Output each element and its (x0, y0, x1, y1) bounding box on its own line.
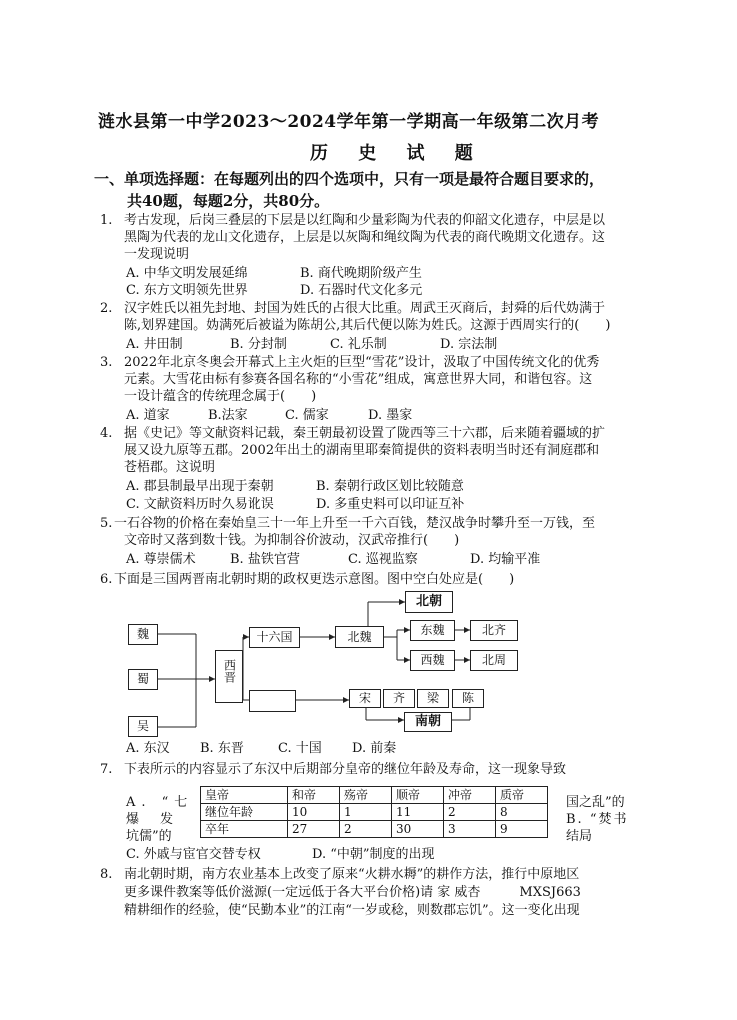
option-d[interactable]: D. 前秦 (352, 741, 397, 756)
question-text: 展又设九原等五郡。2002年出土的湖南里耶秦简提供的资料表明当时还有洞庭郡和 (124, 443, 600, 458)
table-cell: 继位年龄 (201, 804, 288, 821)
option-c[interactable]: C. 外戚与宦官交替专权 (126, 847, 261, 862)
option-a[interactable]: A. 郡县制最早出现于秦朝 (126, 479, 274, 494)
diagram-node-qi: 齐 (383, 689, 415, 708)
option-d[interactable]: D. 宗法制 (440, 337, 498, 352)
diagram-node-beiqi: 北齐 (470, 620, 518, 641)
option-a[interactable]: A. 中华文明发展延绵 (126, 266, 248, 281)
option-b[interactable]: B. 分封制 (230, 337, 287, 352)
option-c[interactable]: C. 东方文明领先世界 (126, 283, 248, 298)
question-text: 一石谷物的价格在秦始皇三十一年上升至一千六百钱，楚汉战争时攀升至一万钱，至 (114, 516, 596, 531)
table-cell: 卒年 (201, 821, 288, 838)
option-b[interactable]: B. 东晋 (200, 741, 244, 756)
option-d[interactable]: D. 多重史料可以印证互补 (316, 497, 465, 512)
diagram-node-xijin-label: 西晋 (222, 659, 237, 683)
question-text: 文帝时又落到数十钱。为抑制谷价波动，汉武帝推行( ) (124, 533, 460, 548)
option-c[interactable]: C. 文献资料历时久易讹误 (126, 497, 274, 512)
option-b[interactable]: B. 商代晚期阶级产生 (300, 266, 422, 281)
diagram-node-beizhou: 北周 (470, 650, 518, 671)
option-a-part[interactable]: 坑儒”的 (126, 829, 172, 844)
table-header-cell: 冲帝 (444, 787, 496, 804)
diagram-node-beichao: 北朝 (405, 591, 453, 613)
option-a[interactable]: A. 井田制 (126, 337, 183, 352)
question-number: 6. (100, 572, 113, 587)
question-text: 一发现说明 (124, 247, 190, 262)
option-a-part[interactable]: 爆 发 (126, 812, 178, 827)
question-text: 陈,划界建国。妫满死后被谥为陈胡公,其后代便以陈为姓氏。这源于西周实行的( ) (124, 318, 611, 333)
option-c[interactable]: C. 十国 (278, 741, 322, 756)
table-cell: 8 (496, 804, 548, 821)
page-title: 涟水县第一中学2023～2024学年第一学期高一年级第二次月考 (98, 112, 600, 132)
table-cell: 1 (340, 804, 392, 821)
table-cell: 3 (444, 821, 496, 838)
option-d[interactable]: D. 墨家 (368, 408, 413, 423)
question-text: 汉字姓氏以祖先封地、封国为姓氏的占很大比重。周武王灭商后，封舜的后代妫满于 (124, 301, 606, 316)
question-text: 一设计蕴含的传统理念属于( ) (124, 389, 317, 404)
option-a-part[interactable]: 国之乱”的 (566, 795, 625, 810)
question-text: 南北朝时期，南方农业基本上改变了原来“火耕水耨”的耕作方法，推行中原地区 (124, 867, 580, 882)
question-text: 苍梧郡。这说明 (124, 460, 216, 475)
question-number: 5. (100, 516, 113, 531)
table-header-cell: 殇帝 (340, 787, 392, 804)
table-header-cell: 和帝 (288, 787, 340, 804)
table-cell: 30 (392, 821, 444, 838)
question-text: 据《史记》等文献资料记载，秦王朝最初设置了陇西等三十六郡，后来随着疆域的扩 (124, 426, 606, 441)
question-number: 2. (100, 301, 113, 316)
diagram-node-liang: 梁 (417, 689, 449, 708)
section-heading: 一、单项选择题：在每题列出的四个选项中，只有一项是最符合题目要求的， (94, 170, 605, 188)
question-number: 8. (100, 867, 113, 882)
diagram-node-shu: 蜀 (128, 669, 158, 690)
option-a-part[interactable]: A. “七 (126, 795, 194, 810)
table-header-row (201, 787, 548, 804)
option-d[interactable]: D. 均输平准 (470, 552, 541, 567)
question-number: 4. (100, 426, 113, 441)
option-c[interactable]: C. 儒家 (285, 408, 329, 423)
question-number: 3. (100, 355, 113, 370)
question-text: 下面是三国两晋南北朝时期的政权更迭示意图。图中空白处应是( ) (114, 572, 515, 587)
table-cell: 2 (444, 804, 496, 821)
question-text: 更多课件教案等低价滋源(一定远低于各大平台价格)请 家 威杏 MXSJ663 (124, 885, 581, 900)
diagram-node-song: 宋 (349, 689, 381, 708)
diagram-node-wu: 吴 (128, 716, 158, 737)
question-text: 考古发现，后岗三叠层的下层是以红陶和少量彩陶为代表的仰韶文化遗存，中层是以 (124, 213, 606, 228)
question-text: 下表所示的内容显示了东汉中后期部分皇帝的继位年龄及寿命，这一现象导致 (124, 762, 567, 777)
option-b[interactable]: B. 盐铁官营 (230, 552, 300, 567)
table-row (201, 804, 548, 821)
diagram-node-xiwei: 西魏 (410, 650, 455, 671)
option-a[interactable]: A. 尊崇儒术 (126, 552, 196, 567)
diagram-node-nanchao: 南朝 (404, 712, 452, 732)
option-b[interactable]: B.法家 (208, 408, 248, 423)
option-b[interactable]: B. “焚书 (566, 812, 629, 827)
table-cell: 27 (288, 821, 340, 838)
option-a[interactable]: A. 道家 (126, 408, 170, 423)
diagram-node-sixteen: 十六国 (249, 627, 300, 648)
emperor-table (200, 786, 548, 838)
option-c[interactable]: C. 巡视监察 (348, 552, 418, 567)
table-header-cell: 皇帝 (201, 787, 288, 804)
option-d[interactable]: D. “中朝”制度的出现 (312, 847, 435, 862)
question-text: 精耕细作的经验，使“民勤本业”的江南“一岁或稔，则数郡忘饥”。这一变化出现 (124, 903, 580, 918)
option-a[interactable]: A. 东汉 (126, 741, 170, 756)
table-cell: 11 (392, 804, 444, 821)
table-cell: 2 (340, 821, 392, 838)
diagram-node-blank[interactable] (249, 690, 296, 712)
diagram-node-chen: 陈 (452, 689, 484, 708)
option-c[interactable]: C. 礼乐制 (330, 337, 387, 352)
diagram-node-dongwei: 东魏 (410, 620, 455, 641)
question-number: 1. (100, 213, 113, 228)
table-header-cell: 质帝 (496, 787, 548, 804)
question-text: 黑陶为代表的龙山文化遗存，上层是以灰陶和绳纹陶为代表的商代晚期文化遗存。这 (124, 230, 606, 245)
diagram-node-xijin (215, 650, 243, 703)
question-text: 2022年北京冬奥会开幕式上主火炬的巨型“雪花”设计，汲取了中国传统文化的优秀 (124, 355, 600, 370)
question-number: 7. (100, 762, 113, 777)
table-row (201, 821, 548, 838)
question-text: 元素。大雪花由标有参赛各国名称的“小雪花”组成，寓意世界大同，和谐包容。这 (124, 372, 593, 387)
table-cell: 10 (288, 804, 340, 821)
table-cell: 9 (496, 821, 548, 838)
section-heading-2: 共40题，每题2分，共80分。 (127, 192, 330, 210)
page-subtitle: 历 史 试 题 (310, 143, 485, 164)
option-d[interactable]: D. 石器时代文化多元 (300, 283, 423, 298)
diagram-node-beiwei: 北魏 (335, 626, 384, 648)
table-header-cell: 顺帝 (392, 787, 444, 804)
diagram-node-wei: 魏 (128, 624, 158, 645)
option-b-part[interactable]: 结局 (566, 829, 593, 844)
option-b[interactable]: B. 秦朝行政区划比较随意 (316, 479, 464, 494)
